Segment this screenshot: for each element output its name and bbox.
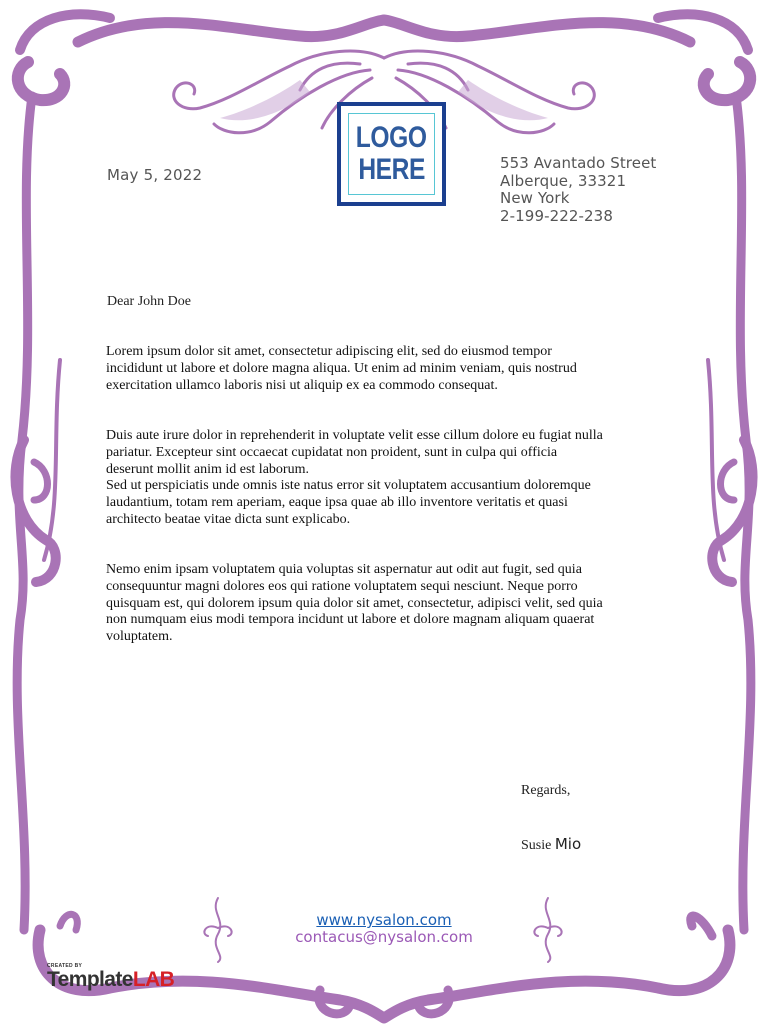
brand-lab: LAB bbox=[132, 968, 175, 991]
signature bbox=[521, 835, 581, 854]
greeting bbox=[107, 294, 191, 310]
body-paragraph: Duis aute irure dolor in reprehenderit in voluptate velit esse cillum dolore eu fugiat nulla pariatur. Excepteur sint occaecat cupidatat non proident, sunt in culpa qui officia deserunt mollit anim id est laborum. bbox=[106, 428, 603, 477]
logo-text-line2: HERE bbox=[358, 153, 425, 186]
signature-first-name: Susie bbox=[521, 838, 552, 853]
address-street: 553 Avantado Street bbox=[500, 154, 657, 172]
closing: Regards, bbox=[521, 783, 571, 798]
templatelab-logo bbox=[47, 963, 174, 991]
greeting-prefix: Dear bbox=[107, 294, 135, 309]
address-state: New York bbox=[500, 189, 570, 207]
body-paragraph: Sed ut perspiciatis unde omnis iste natus error sit voluptatem accusantium doloremque laudantium, totam rem aperiam, eaque ipsa quae ab illo inventore veritatis et quasi architecto beatae vitae dicta sunt explicabo. bbox=[106, 478, 591, 527]
body-paragraph: Lorem ipsum dolor sit amet, consectetur adipiscing elit, sed do eiusmod tempor incididunt ut labore et dolore magna aliqua. Ut enim ad minim veniam, quis nostrud exercitation ullamco laboris nisi ut aliquip ex ea commodo consequat. bbox=[106, 344, 577, 393]
logo-placeholder bbox=[337, 102, 446, 206]
body-paragraph-group bbox=[106, 428, 606, 529]
address-phone: 2-199-222-238 bbox=[500, 206, 613, 225]
recipient-name: John Doe bbox=[137, 294, 191, 309]
letter-date: May 5, 2022 bbox=[107, 166, 203, 184]
body-paragraph: Nemo enim ipsam voluptatem quia voluptas sit aspernatur aut odit aut fugit, sed quia consequuntur magni dolores eos qui ratione voluptatem sequi nesciunt. Neque porro quisquam est, qui dolorem ipsum quia dolor sit amet, consectetur, adipisci velit, sed quia non numquam eius modi tempora incidunt ut labore et dolore magnam aliquam quaerat voluptatem. bbox=[106, 562, 603, 645]
logo-text-line1: LOGO bbox=[356, 121, 427, 154]
address-city: Alberque, 33321 bbox=[500, 171, 627, 190]
signature-last-name: Mio bbox=[554, 835, 582, 853]
email-address[interactable]: contacus@nysalon.com bbox=[295, 928, 473, 946]
website-link[interactable]: www.nysalon.com bbox=[316, 911, 452, 929]
brand-template: Template bbox=[47, 968, 133, 991]
sender-address bbox=[500, 155, 656, 225]
brand-created-by: CREATED BY bbox=[47, 963, 83, 969]
